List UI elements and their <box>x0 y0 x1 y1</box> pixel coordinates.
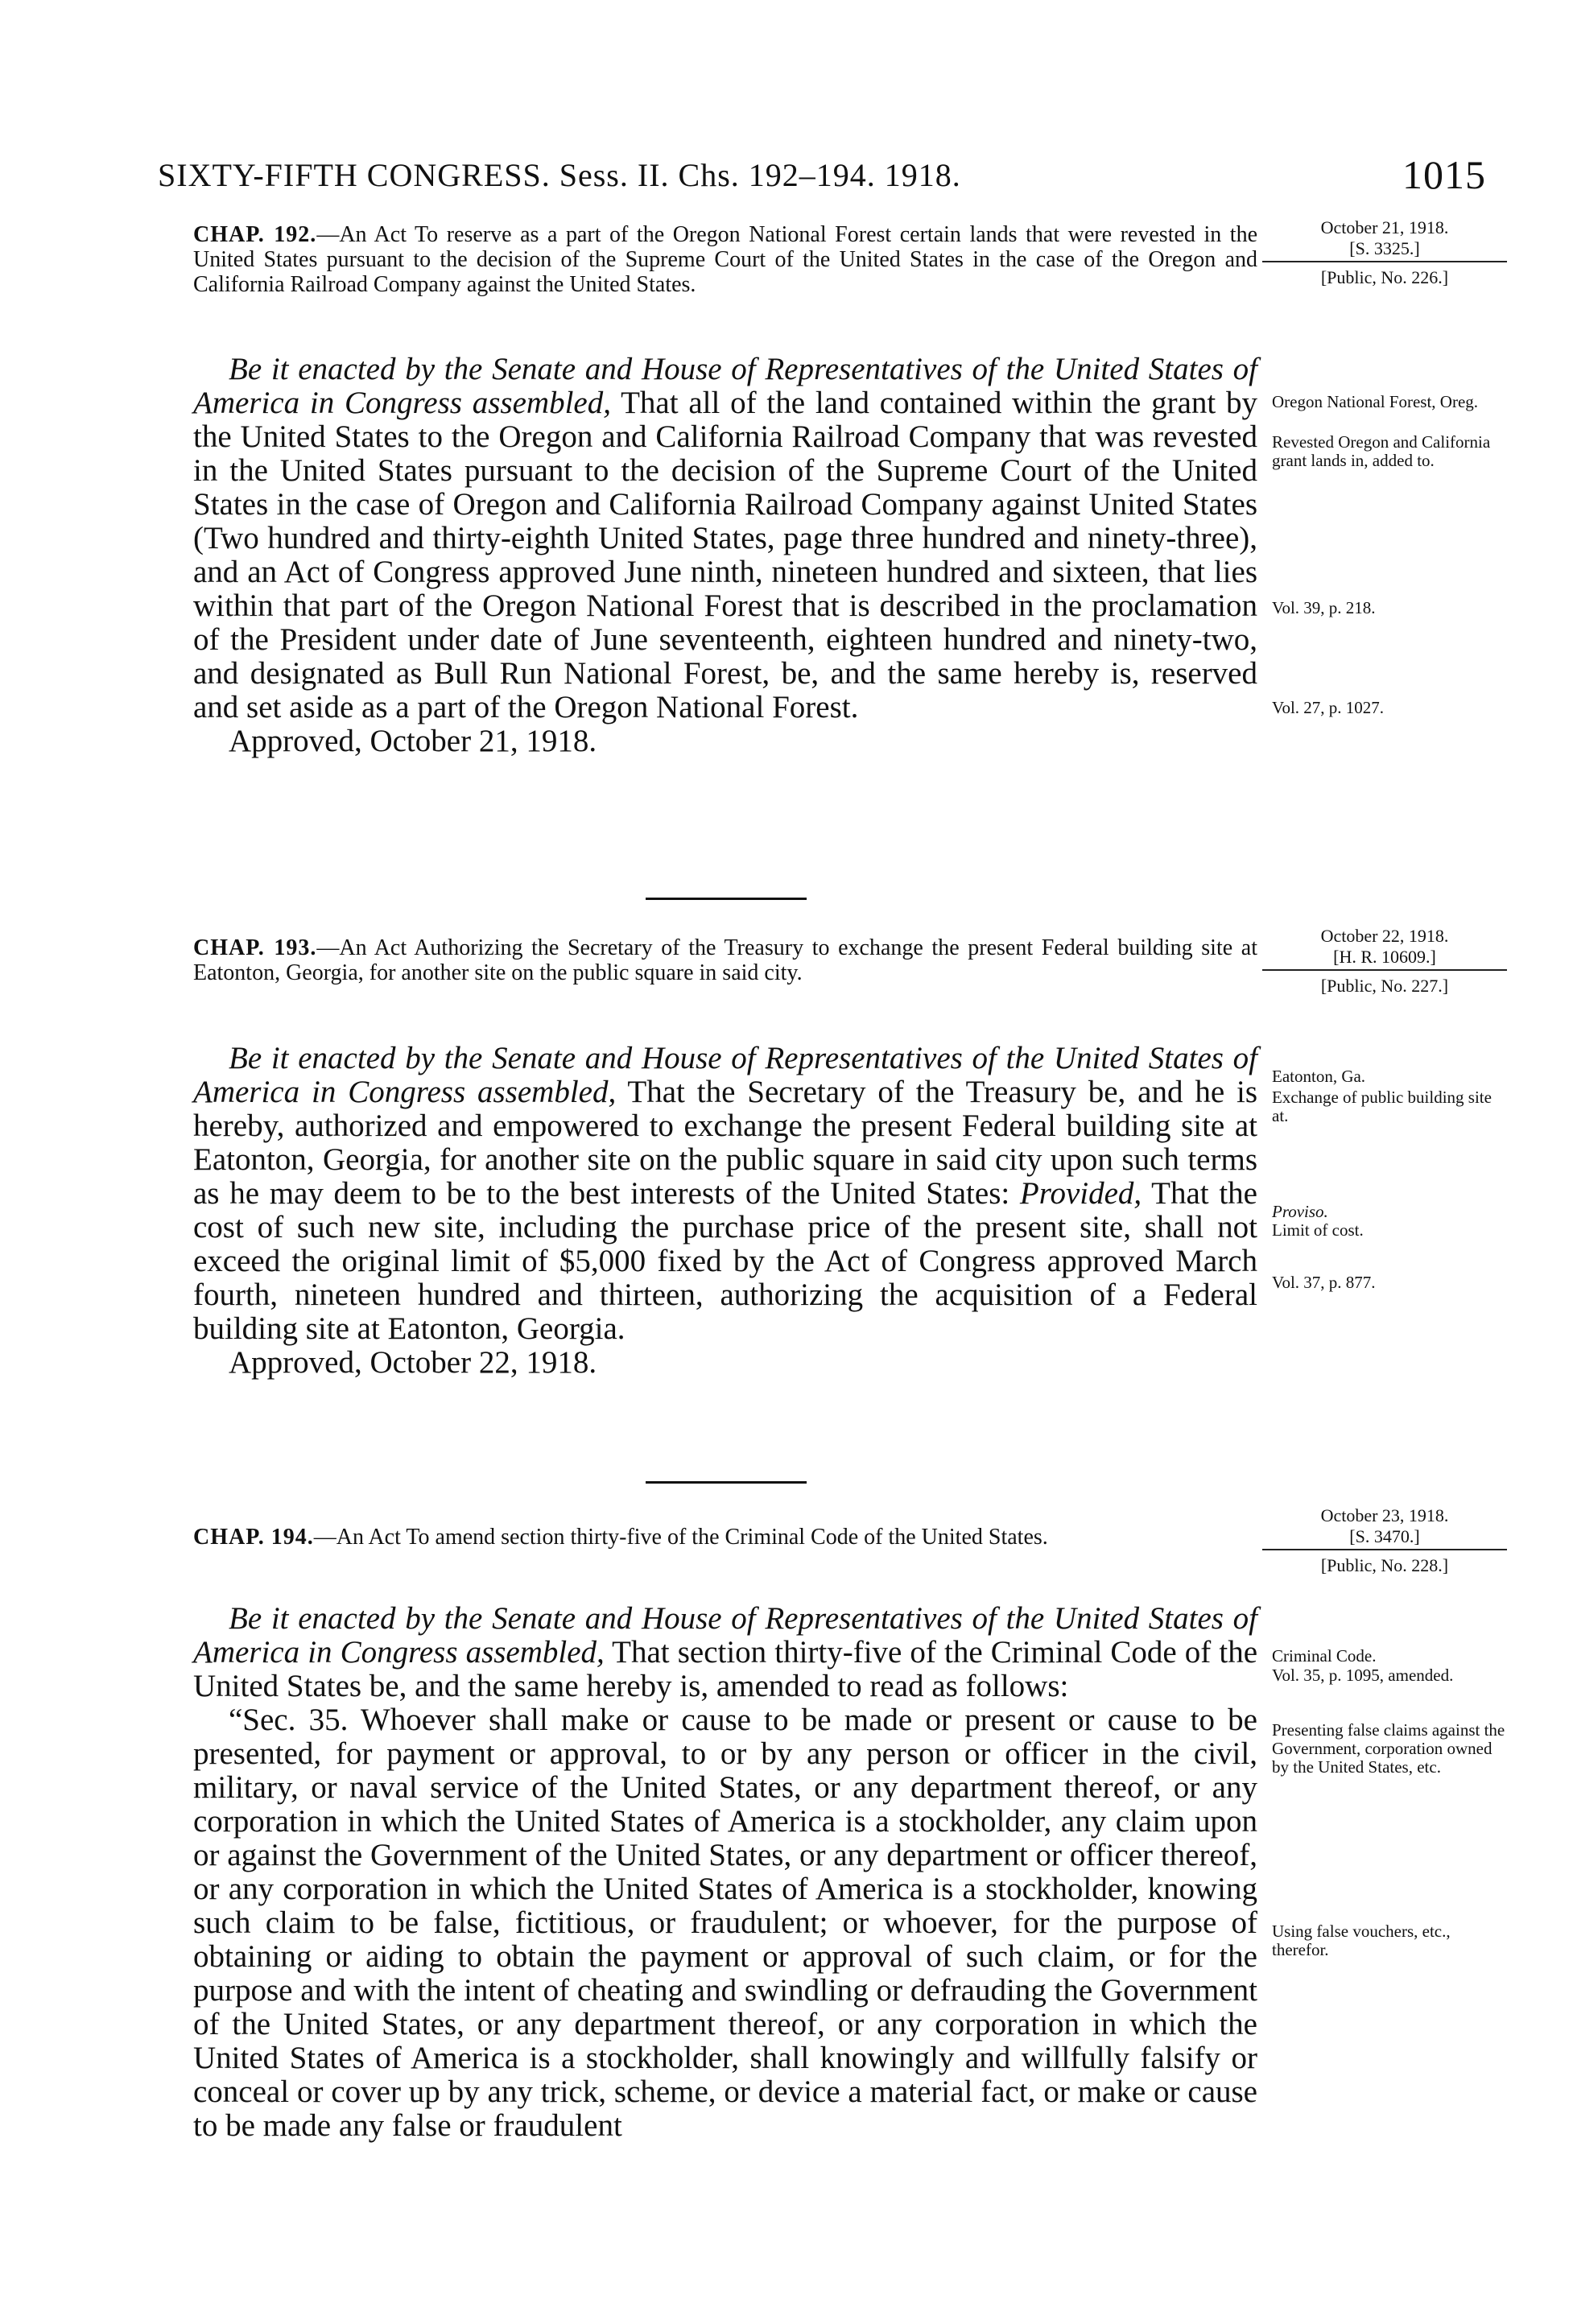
chapter-194-note-1: Criminal Code. <box>1272 1646 1377 1666</box>
chapter-193-note-3 <box>1272 1203 1505 1240</box>
chapter-192-number: CHAP. 192. <box>193 222 317 247</box>
chapter-193-note-4: Vol. 37, p. 877. <box>1272 1273 1376 1292</box>
chapter-192-sidebar <box>1280 217 1489 288</box>
chapter-192-note-4: Vol. 27, p. 1027. <box>1272 698 1385 717</box>
chapter-194-note-2: Vol. 35, p. 1095, amended. <box>1272 1666 1454 1685</box>
chapter-193-body <box>193 1042 1257 1380</box>
chapter-193-heading <box>193 935 1257 985</box>
chapter-192-body <box>193 353 1257 758</box>
chapter-194-note-4: Using false vouchers, etc., therefor. <box>1272 1922 1451 1959</box>
chapter-193-date: October 22, 1918. <box>1320 926 1449 946</box>
chapter-194-enacting-clause: Be it enacted by the Senate and House of Representatives of the United States of America in Congress assembled, <box>193 1601 1257 1670</box>
chapter-193-enacting-clause: Be it enacted by the Senate and House of Representatives of the United States of America in Congress assembled, <box>193 1041 1257 1109</box>
running-head-title: SIXTY-FIFTH CONGRESS. Sess. II. Chs. 192–194. 1918. <box>158 157 961 193</box>
chapter-193-provided: Provided, <box>1019 1176 1142 1211</box>
chapter-194-bill: [S. 3470.] <box>1349 1526 1420 1546</box>
chapter-192-text: That all of the land contained within the grant by the United States to the Oregon and California Railroad Company that was revested in the United States pursuant to the decision of the Supreme Court of the United States in the case of Oregon and California Railroad Company against United States (Two hundred and thirty-eighth United States, page three hundred and ninety-three), and an Act of Congress approved June ninth, nineteen hundred and sixteen, that lies within that part of the Oregon National Forest that is described in the proclamation of the President under date of June seventeenth, eighteen hundred and ninety-two, and designated as Bull Run National Forest, be, and the same hereby is, reserved and set aside as a part of the Oregon National Forest. <box>193 386 1258 724</box>
chapter-193-paragraph <box>193 1042 1257 1346</box>
chapter-193-proviso-text: Limit of cost. <box>1272 1220 1364 1240</box>
chapter-192-enacting-clause: Be it enacted by the Senate and House of Representatives of the United States of America in Congress assembled, <box>193 352 1257 420</box>
chapter-193-text-b: That the cost of such new site, including the purchase price of the present site, shall not exceed the original limit of $5,000 fixed by the Act of Congress approved March fourth, nineteen hundred and thirteen, authorizing the acquisition of a Federal building site at Eatonton, Georgia. <box>193 1176 1257 1346</box>
chapter-194-body <box>193 1602 1257 2143</box>
chapter-194-sidebar-rule <box>1262 1549 1507 1550</box>
chapter-192-note-2: Revested Oregon and California grant lands in, added to. <box>1272 432 1491 470</box>
chapter-192-approved: Approved, October 21, 1918. <box>229 724 597 758</box>
section-divider-2 <box>646 1481 807 1484</box>
chapter-192-public-no: [Public, No. 226.] <box>1320 267 1449 287</box>
chapter-194-heading <box>193 1525 1257 1550</box>
chapter-192-title: —An Act To reserve as a part of the Oregon National Forest certain lands that were revested in the United States pursuant to the decision of the Supreme Court of the United States in the case of the Oregon and California Railroad Company against the United States. <box>193 222 1257 297</box>
chapter-194-public-no: [Public, No. 228.] <box>1320 1555 1449 1575</box>
section-divider-1 <box>646 898 807 900</box>
chapter-192-note-3: Vol. 39, p. 218. <box>1272 598 1376 617</box>
chapter-194-paragraph-2: “Sec. 35. Whoever shall make or cause to be made or present or cause to be presented, for payment or approval, to or by any person or officer in the civil, military, or naval service of the United States, or any department thereof, or any corporation in which the United States of America is a stockholder, any claim upon or against the Government of the United States, or any department or officer thereof, or any corporation in which the United States of America is a stockholder, knowing such claim to be false, fictitious, or fraudulent; or whoever, for the purpose of obtaining or aiding to obtain the payment or approval of such claim, or for the purpose and with the intent of cheating and swindling or defrauding the Government of the United States, or any department thereof, or any corporation in which the United States of America is a stockholder, shall knowingly and willfully falsify or conceal or cover up by any trick, scheme, or device a material fact, or make or cause to be made any false or fraudulent <box>193 1703 1257 2143</box>
chapter-192-sidebar-rule <box>1262 261 1507 262</box>
chapter-193-proviso-label: Proviso. <box>1272 1202 1328 1221</box>
chapter-193-sidebar-rule <box>1262 969 1507 971</box>
chapter-194-note-3: Presenting false claims against the Government, corporation owned by the United States, etc. <box>1272 1720 1505 1777</box>
chapter-194-title: —An Act To amend section thirty-five of the Criminal Code of the United States. <box>313 1525 1048 1550</box>
chapter-193-title: —An Act Authorizing the Secretary of the Treasury to exchange the present Federal building site at Eatonton, Georgia, for another site on the public square in said city. <box>193 935 1257 985</box>
running-head <box>158 151 1486 200</box>
chapter-193-note-1: Eatonton, Ga. <box>1272 1067 1366 1086</box>
chapter-193-note-2: Exchange of public building site at. <box>1272 1088 1492 1125</box>
chapter-194-number: CHAP. 194. <box>193 1525 314 1550</box>
chapter-193-number: CHAP. 193. <box>193 935 317 960</box>
chapter-192-paragraph <box>193 353 1257 724</box>
chapter-193-approved: Approved, October 22, 1918. <box>229 1345 597 1380</box>
chapter-194-date: October 23, 1918. <box>1320 1505 1449 1525</box>
chapter-194-paragraph-1 <box>193 1602 1257 1703</box>
chapter-194-sidebar <box>1280 1505 1489 1576</box>
chapter-192-date: October 21, 1918. <box>1320 217 1449 237</box>
chapter-192-bill: [S. 3325.] <box>1349 238 1420 258</box>
chapter-193-text-a: That the Secretary of the Treasury be, and he is hereby, authorized and empowered to exchange the present Federal building site at Eatonton, Georgia, for another site on the public square in said city upon such terms as he may deem to be to the best interests of the United States: <box>193 1075 1258 1211</box>
chapter-192-heading <box>193 222 1257 297</box>
chapter-193-public-no: [Public, No. 227.] <box>1320 976 1449 996</box>
chapter-193-bill: [H. R. 10609.] <box>1333 947 1436 967</box>
chapter-194-text-a: That section thirty-five of the Criminal Code of the United States be, and the same hereby is, amended to read as follows: <box>193 1635 1258 1703</box>
chapter-192-note-1: Oregon National Forest, Oreg. <box>1272 392 1479 411</box>
chapter-193-sidebar <box>1280 926 1489 997</box>
page-number: 1015 <box>1402 152 1486 197</box>
